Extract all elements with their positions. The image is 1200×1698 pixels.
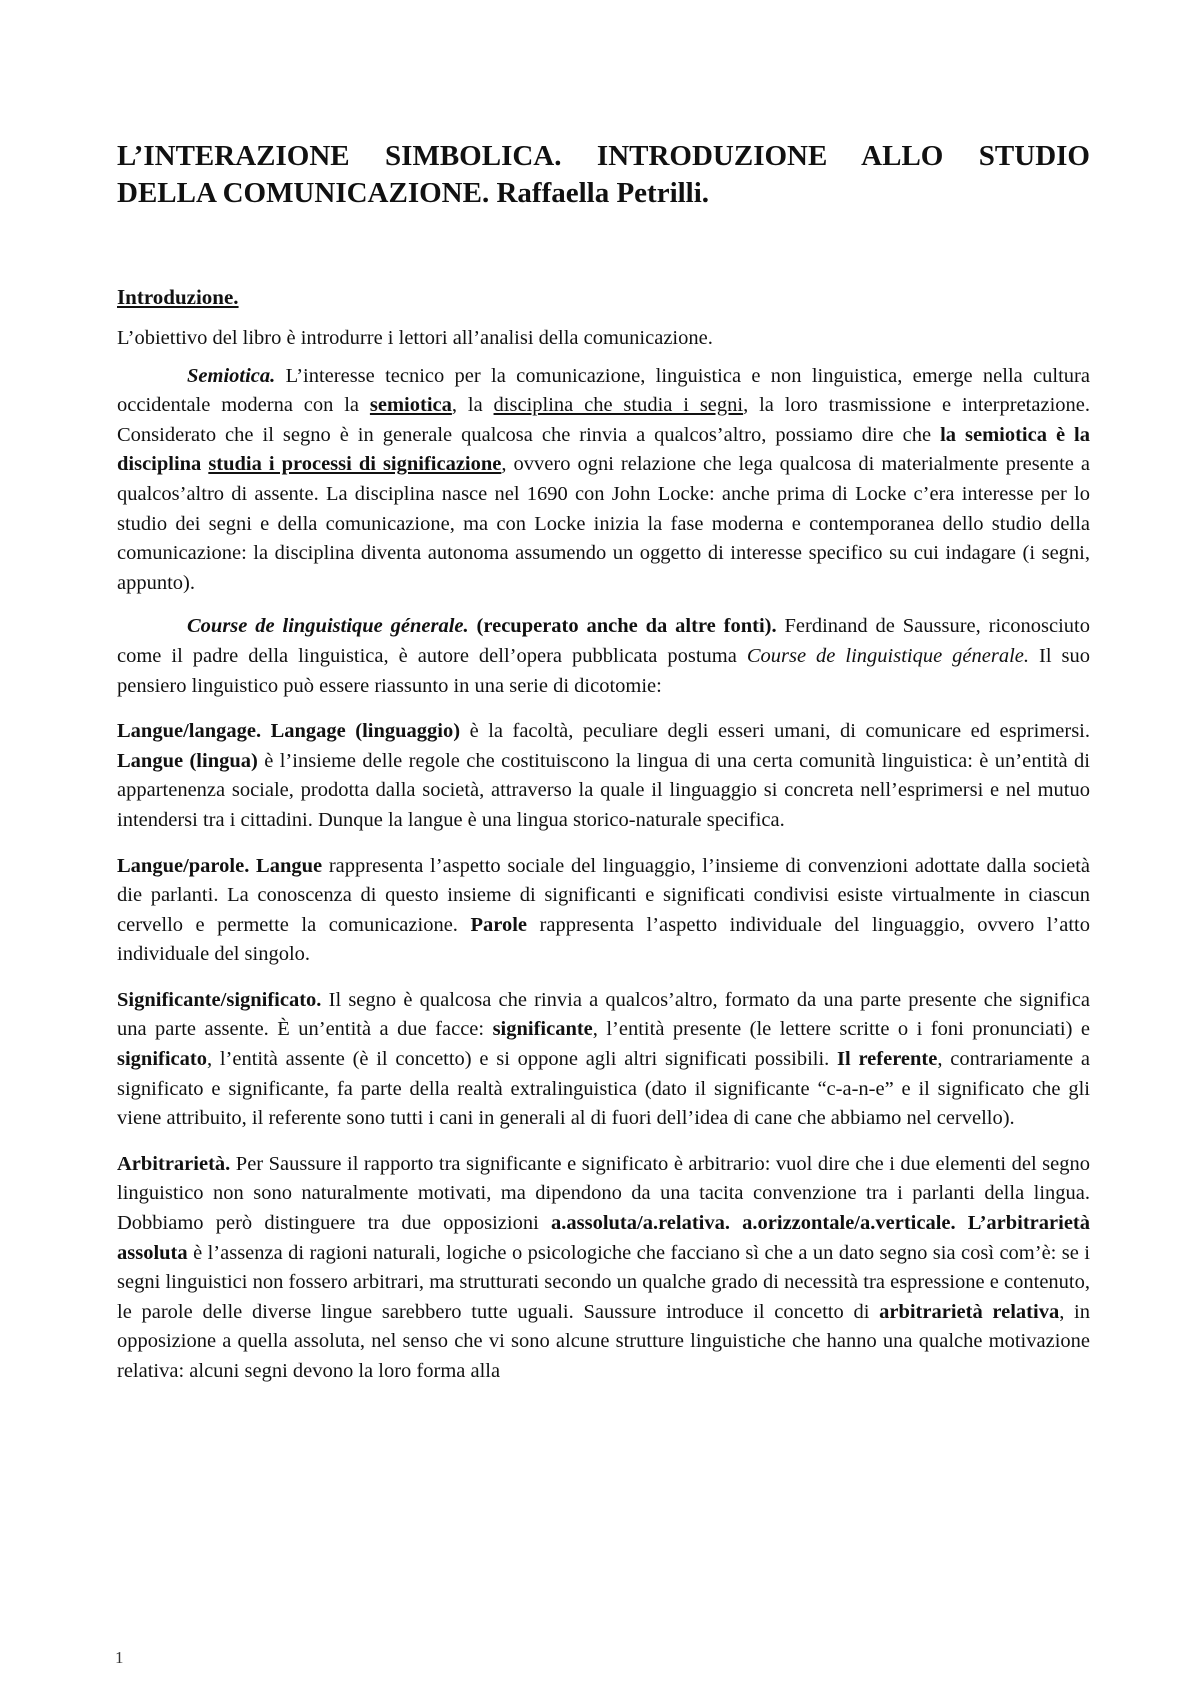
page-number: 1 <box>115 1648 124 1667</box>
paragraph-semiotica: Semiotica. L’interesse tecnico per la comunicazione, linguistica e non linguistica, emerge nella cultura occidentale moderna con la semiotica, la disciplina che studia i segni, la loro trasmissione e interpretazione. Considerato che il segno è in generale qualcosa che rinvia a qualcos’altro, possiamo dire che la semiotica è la disciplina studia i processi di significazione, ovvero ogni relazione che lega qualcosa di materialmente presente a qualcos’altro di assente. La disciplina nasce nel 1690 con John Locke: anche prima di Locke c’era interesse per lo studio dei segni e della comunicazione, ma con Locke inizia la fase moderna e contemporanea dello studio della comunicazione: la disciplina diventa autonoma assumendo un oggetto di interesse specifico su cui indagare (i segni, appunto). <box>117 364 1091 594</box>
paragraph-langue-langage: Langue/langage. Langage (linguaggio) è la facoltà, peculiare degli esseri umani, di comunicare ed esprimersi. Langue (lingua) è l’insieme delle regole che costituiscono la lingua di una certa comunità linguistica: è un’entità di appartenenza sociale, prodotta dalla società, attraverso la quale il linguaggio si concreta nell’esprimersi e nel mutuo intendersi tra i cittadini. Dunque la langue è una lingua storico-naturale specifica. <box>117 720 1091 831</box>
title-line-2: DELLA COMUNICAZIONE. Raffaella Petrilli. <box>117 177 710 209</box>
paragraph-significante: Significante/significato. Il segno è qualcosa che rinvia a qualcos’altro, formato da una parte presente che significa una parte assente. È un’entità a due facce: significante, l’entità presente (le lettere scritte o i foni pronunciati) e significato, l’entità assente (è il concetto) e si oppone agli altri significati possibili. Il referente, contrariamente a significato e significante, fa parte della realtà extralinguistica (dato il significante “c-a-n-e” e il significato che gli viene attribuito, il referente sono tutti i cani in generali al di fuori dell’idea di cane che abbiamo nel cervello). <box>117 988 1091 1130</box>
document-body <box>117 138 1090 1387</box>
semiotica-processes: studia i processi di significazione <box>208 453 502 476</box>
semiotica-term: semiotica <box>369 394 452 417</box>
title-line-1: L’INTERAZIONE SIMBOLICA. INTRODUZIONE ALLO STUDIO <box>117 140 1090 172</box>
document-title <box>117 138 1090 212</box>
paragraph-arbitrarieta: Arbitrarietà. Per Saussure il rapporto tra significante e significato è arbitrario: vuol dire che i due elementi del segno linguistico non sono naturalmente motivati, ma dipendono da una tacita convenzione tra i parlanti della lingua. Dobbiamo però distinguere tra due opposizioni a.assoluta/a.relativa. a.orizzontale/a.verticale. L’arbitrarietà assoluta è l’assenza di ragioni naturali, logiche o psicologiche che facciano sì che a un dato segno sia così com’è: se i segni linguistici non fossero arbitrari, ma strutturati secondo un qualche grado di necessità tra espressione e contenuto, le parole delle diverse lingue sarebbero tutte uguali. Saussure introduce il concetto di arbitrarietà relativa, in opposizione a quella assoluta, nel senso che vi sono alcune strutture linguistiche che hanno una qualche motivazione relativa: alcuni segni devono la loro forma alla <box>117 1152 1091 1382</box>
intro-paragraph: L’obiettivo del libro è introdurre i lettori all’analisi della comunicazione. <box>117 327 713 349</box>
course-label: Course de linguistique génerale. <box>187 615 469 638</box>
section-heading: Introduzione. <box>117 285 239 309</box>
course-title: Course de linguistique génerale. <box>746 644 1030 667</box>
paragraph-course: Course de linguistique génerale. (recuperato anche da altre fonti). Ferdinand de Saussure, riconosciuto come il padre della linguistica, è autore dell’opera pubblicata postuma Course de linguistique génerale. Il suo pensiero linguistico può essere riassunto in una serie di dicotomie: <box>117 615 1091 697</box>
semiotica-label: Semiotica. <box>187 364 276 387</box>
semiotica-definition: disciplina che studia i segni <box>493 394 744 417</box>
paragraph-langue-parole: Langue/parole. Langue rappresenta l’aspetto sociale del linguaggio, l’insieme di convenzioni adottate dalla società die parlanti. La conoscenza di questo insieme di significanti e significati condivisi esiste virtualmente in ciascun cervello e permette la comunicazione. Parole rappresenta l’aspetto individuale del linguaggio, ovvero l’atto individuale del singolo. <box>117 854 1090 966</box>
